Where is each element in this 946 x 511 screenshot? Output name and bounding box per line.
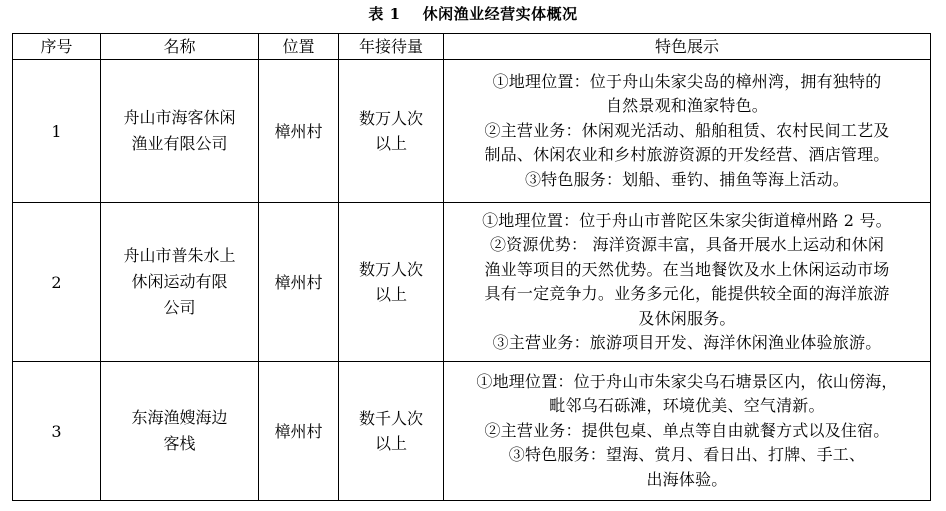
feature-line: ①地理位置：位于舟山朱家尖岛的樟州湾，拥有独特的 <box>492 71 882 91</box>
feature-line: ③主营业务：旅游项目开发、海洋休闲渔业体验旅游。 <box>492 333 882 352</box>
feature-line: 具有一定竞争力。业务多元化，能提供较全面的海洋旅游 <box>484 284 890 303</box>
feature-line: 渔业等项目的天然优势。在当地餐饮及水上休闲运动市场 <box>484 259 890 279</box>
table-row <box>13 203 931 362</box>
feature-line: ③特色服务：划船、垂钓、捕鱼等海上活动。 <box>524 169 849 189</box>
cell-annual-visitors: 数万人次 以上 <box>339 203 444 362</box>
header-features: 特色展示 <box>444 34 931 60</box>
table-row <box>13 362 931 501</box>
cell-features <box>444 203 931 362</box>
feature-line: ②主营业务：休闲观光活动、船舶租赁、农村民间工艺及 <box>484 120 890 140</box>
cell-features <box>444 60 931 203</box>
cell-annual-visitors: 数万人次 以上 <box>339 60 444 203</box>
cell-location: 樟州村 <box>259 60 339 203</box>
feature-line: ①地理位置：位于舟山市普陀区朱家尖街道樟州路 2 号。 <box>482 210 892 230</box>
table-caption-title: 休闲渔业经营实体概况 <box>422 5 578 23</box>
cell-index: 2 <box>13 203 101 362</box>
feature-line: ②资源优势： 海洋资源丰富，具备开展水上运动和休闲 <box>489 235 885 254</box>
header-index: 序号 <box>13 34 101 60</box>
feature-line: ②主营业务：提供包桌、单点等自由就餐方式以及住宿。 <box>484 420 890 440</box>
table-caption <box>0 3 946 24</box>
enterprise-overview-table <box>12 33 931 501</box>
header-location: 位置 <box>259 34 339 60</box>
table-row <box>13 60 931 203</box>
feature-line: 自然景观和渔家特色。 <box>605 96 768 116</box>
feature-line: 制品、休闲农业和乡村旅游资源的开发经营、酒店管理。 <box>484 145 890 165</box>
header-annual-visitors: 年接待量 <box>339 34 444 60</box>
cell-name: 舟山市海客休闲 渔业有限公司 <box>101 60 259 203</box>
cell-location: 樟州村 <box>259 362 339 501</box>
feature-line: ③特色服务：望海、赏月、看日出、打牌、手工、 <box>508 445 866 465</box>
cell-index: 1 <box>13 60 101 203</box>
cell-index: 3 <box>13 362 101 501</box>
table-header-row <box>13 34 931 60</box>
cell-features <box>444 362 931 501</box>
cell-location: 樟州村 <box>259 203 339 362</box>
cell-name: 舟山市普朱水上 休闲运动有限 公司 <box>101 203 259 362</box>
feature-line: ①地理位置：位于舟山市朱家尖乌石塘景区内，依山傍海， <box>476 371 898 391</box>
cell-name: 东海渔嫂海边 客栈 <box>101 362 259 501</box>
feature-line: 出海体验。 <box>646 469 728 489</box>
feature-line: 及休闲服务。 <box>638 308 736 328</box>
feature-line: 毗邻乌石砾滩，环境优美、空气清新。 <box>549 396 825 416</box>
cell-annual-visitors: 数千人次 以上 <box>339 362 444 501</box>
table-caption-number: 表 1 <box>368 5 401 23</box>
header-name: 名称 <box>101 34 259 60</box>
